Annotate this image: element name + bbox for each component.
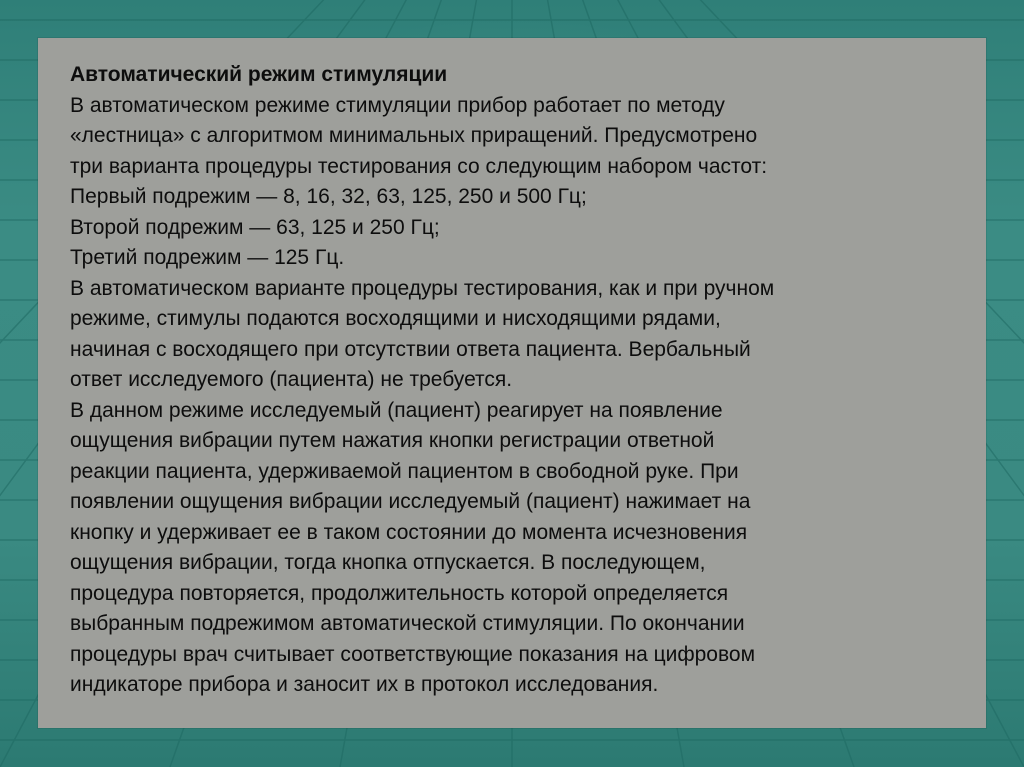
- text-line: ощущения вибрации путем нажатия кнопки регистрации ответной: [70, 429, 715, 452]
- text-line: ощущения вибрации, тогда кнопка отпускается. В последующем,: [70, 551, 706, 574]
- text-line: начиная с восходящего при отсутствии ответа пациента. Вербальный: [70, 337, 751, 361]
- text-line: Третий подрежим — 125 Гц.: [70, 246, 345, 269]
- slide-text: [70, 60, 970, 701]
- text-line: процедура повторяется, продолжительность которой определяется: [70, 581, 729, 605]
- text-line: В автоматическом режиме стимуляции прибор работает по методу: [70, 93, 725, 117]
- text-line: ответ исследуемого (пациента) не требуется.: [70, 368, 513, 391]
- text-line: выбранным подрежимом автоматической стимуляции. По окончании: [70, 612, 745, 635]
- text-line: появлении ощущения вибрации исследуемый (пациент) нажимает на: [70, 490, 751, 513]
- slide-title: Автоматический режим стимуляции: [70, 63, 448, 86]
- text-line: «лестница» с алгоритмом минимальных приращений. Предусмотрено: [70, 124, 758, 147]
- text-line: В автоматическом варианте процедуры тестирования, как и при ручном: [70, 276, 775, 300]
- text-line: В данном режиме исследуемый (пациент) реагирует на появление: [70, 398, 723, 422]
- text-line: индикаторе прибора и заносит их в протокол исследования.: [70, 673, 659, 696]
- text-line: режиме, стимулы подаются восходящими и нисходящими рядами,: [70, 307, 721, 330]
- text-line: Второй подрежим — 63, 125 и 250 Гц;: [70, 215, 440, 239]
- text-line: Первый подрежим — 8, 16, 32, 63, 125, 250 и 500 Гц;: [70, 185, 587, 208]
- text-line: кнопку и удерживает ее в таком состоянии до момента исчезновения: [70, 520, 748, 544]
- text-line: процедуры врач считывает соответствующие показания на цифровом: [70, 642, 756, 666]
- text-line: реакции пациента, удерживаемой пациентом в свободной руке. При: [70, 459, 739, 483]
- text-line: три варианта процедуры тестирования со следующим набором частот:: [70, 154, 768, 178]
